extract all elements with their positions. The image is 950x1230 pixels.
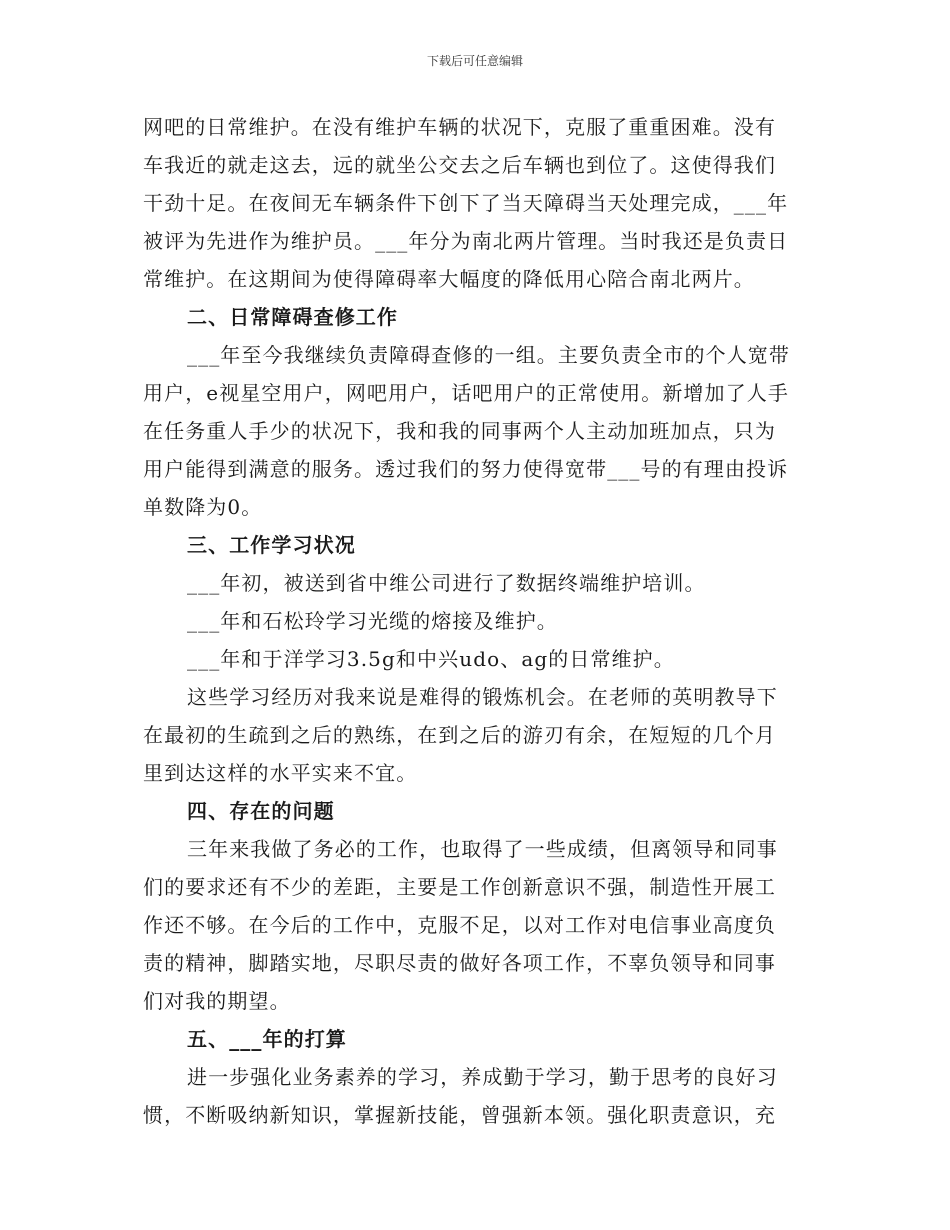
paragraph-line: ___年至今我继续负责障碍查修的一组。主要负责全市的个人宽带 [187,343,790,367]
paragraph-line: 责的精神，脚踏实地，尽职尽责的做好各项工作，不辜负领导和同事 [143,951,776,975]
list-item: ___年和石松玲学习光缆的熔接及维护。 [187,609,558,633]
document-body [143,108,813,1134]
header-note: 下载后可任意编辑 [426,54,523,68]
paragraph-line: 单数降为0。 [143,495,263,519]
section-heading: 三、工作学习状况 [187,533,356,557]
paragraph-line: 作还不够。在今后的工作中，克服不足，以对工作对电信事业高度负 [143,913,776,937]
paragraph-line: 用户，e视星空用户，网吧用户，话吧用户的正常使用。新增加了人手 [143,381,789,405]
paragraph-line: 这些学习经历对我来说是难得的锻炼机会。在老师的英明教导下 [187,685,778,709]
section-heading: 四、存在的问题 [187,799,335,823]
paragraph-line: 里到达这样的水平实来不宜。 [143,761,418,785]
section-heading: 五、___年的打算 [187,1027,347,1051]
paragraph-line: 用户能得到满意的服务。透过我们的努力使得宽带___号的有理由投诉 [143,457,789,481]
list-item: ___年和于洋学习3.5g和中兴udo、ag的日常维护。 [187,647,675,671]
list-item: ___年初，被送到省中维公司进行了数据终端维护培训。 [187,571,706,595]
paragraph-line: 被评为先进作为维护员。___年分为南北两片管理。当时我还是负责日 [143,229,789,253]
paragraph-line: 常维护。在这期间为使得障碍率大幅度的降低用心陪合南北两片。 [143,267,755,291]
paragraph-line: 惯，不断吸纳新知识，掌握新技能，曾强新本领。强化职责意识，充 [143,1103,776,1127]
section-heading: 二、日常障碍查修工作 [187,305,398,329]
paragraph-line: 们对我的期望。 [143,989,291,1013]
paragraph-line: 干劲十足。在夜间无车辆条件下创下了当天障碍当天处理完成，___年 [143,191,789,215]
paragraph-line: 们的要求还有不少的差距，主要是工作创新意识不强，制造性开展工 [143,875,776,899]
paragraph-line: 三年来我做了务必的工作，也取得了一些成绩，但离领导和同事 [187,837,778,861]
paragraph-line: 在最初的生疏到之后的熟练，在到之后的游刃有余，在短短的几个月 [143,723,776,747]
paragraph-line: 车我近的就走这去，远的就坐公交去之后车辆也到位了。这使得我们 [143,153,776,177]
paragraph-line: 在任务重人手少的状况下，我和我的同事两个人主动加班加点，只为 [143,419,776,443]
paragraph-line: 网吧的日常维护。在没有维护车辆的状况下，克服了重重困难。没有 [143,115,776,139]
paragraph-line: 进一步强化业务素养的学习，养成勤于学习，勤于思考的良好习 [187,1065,778,1089]
